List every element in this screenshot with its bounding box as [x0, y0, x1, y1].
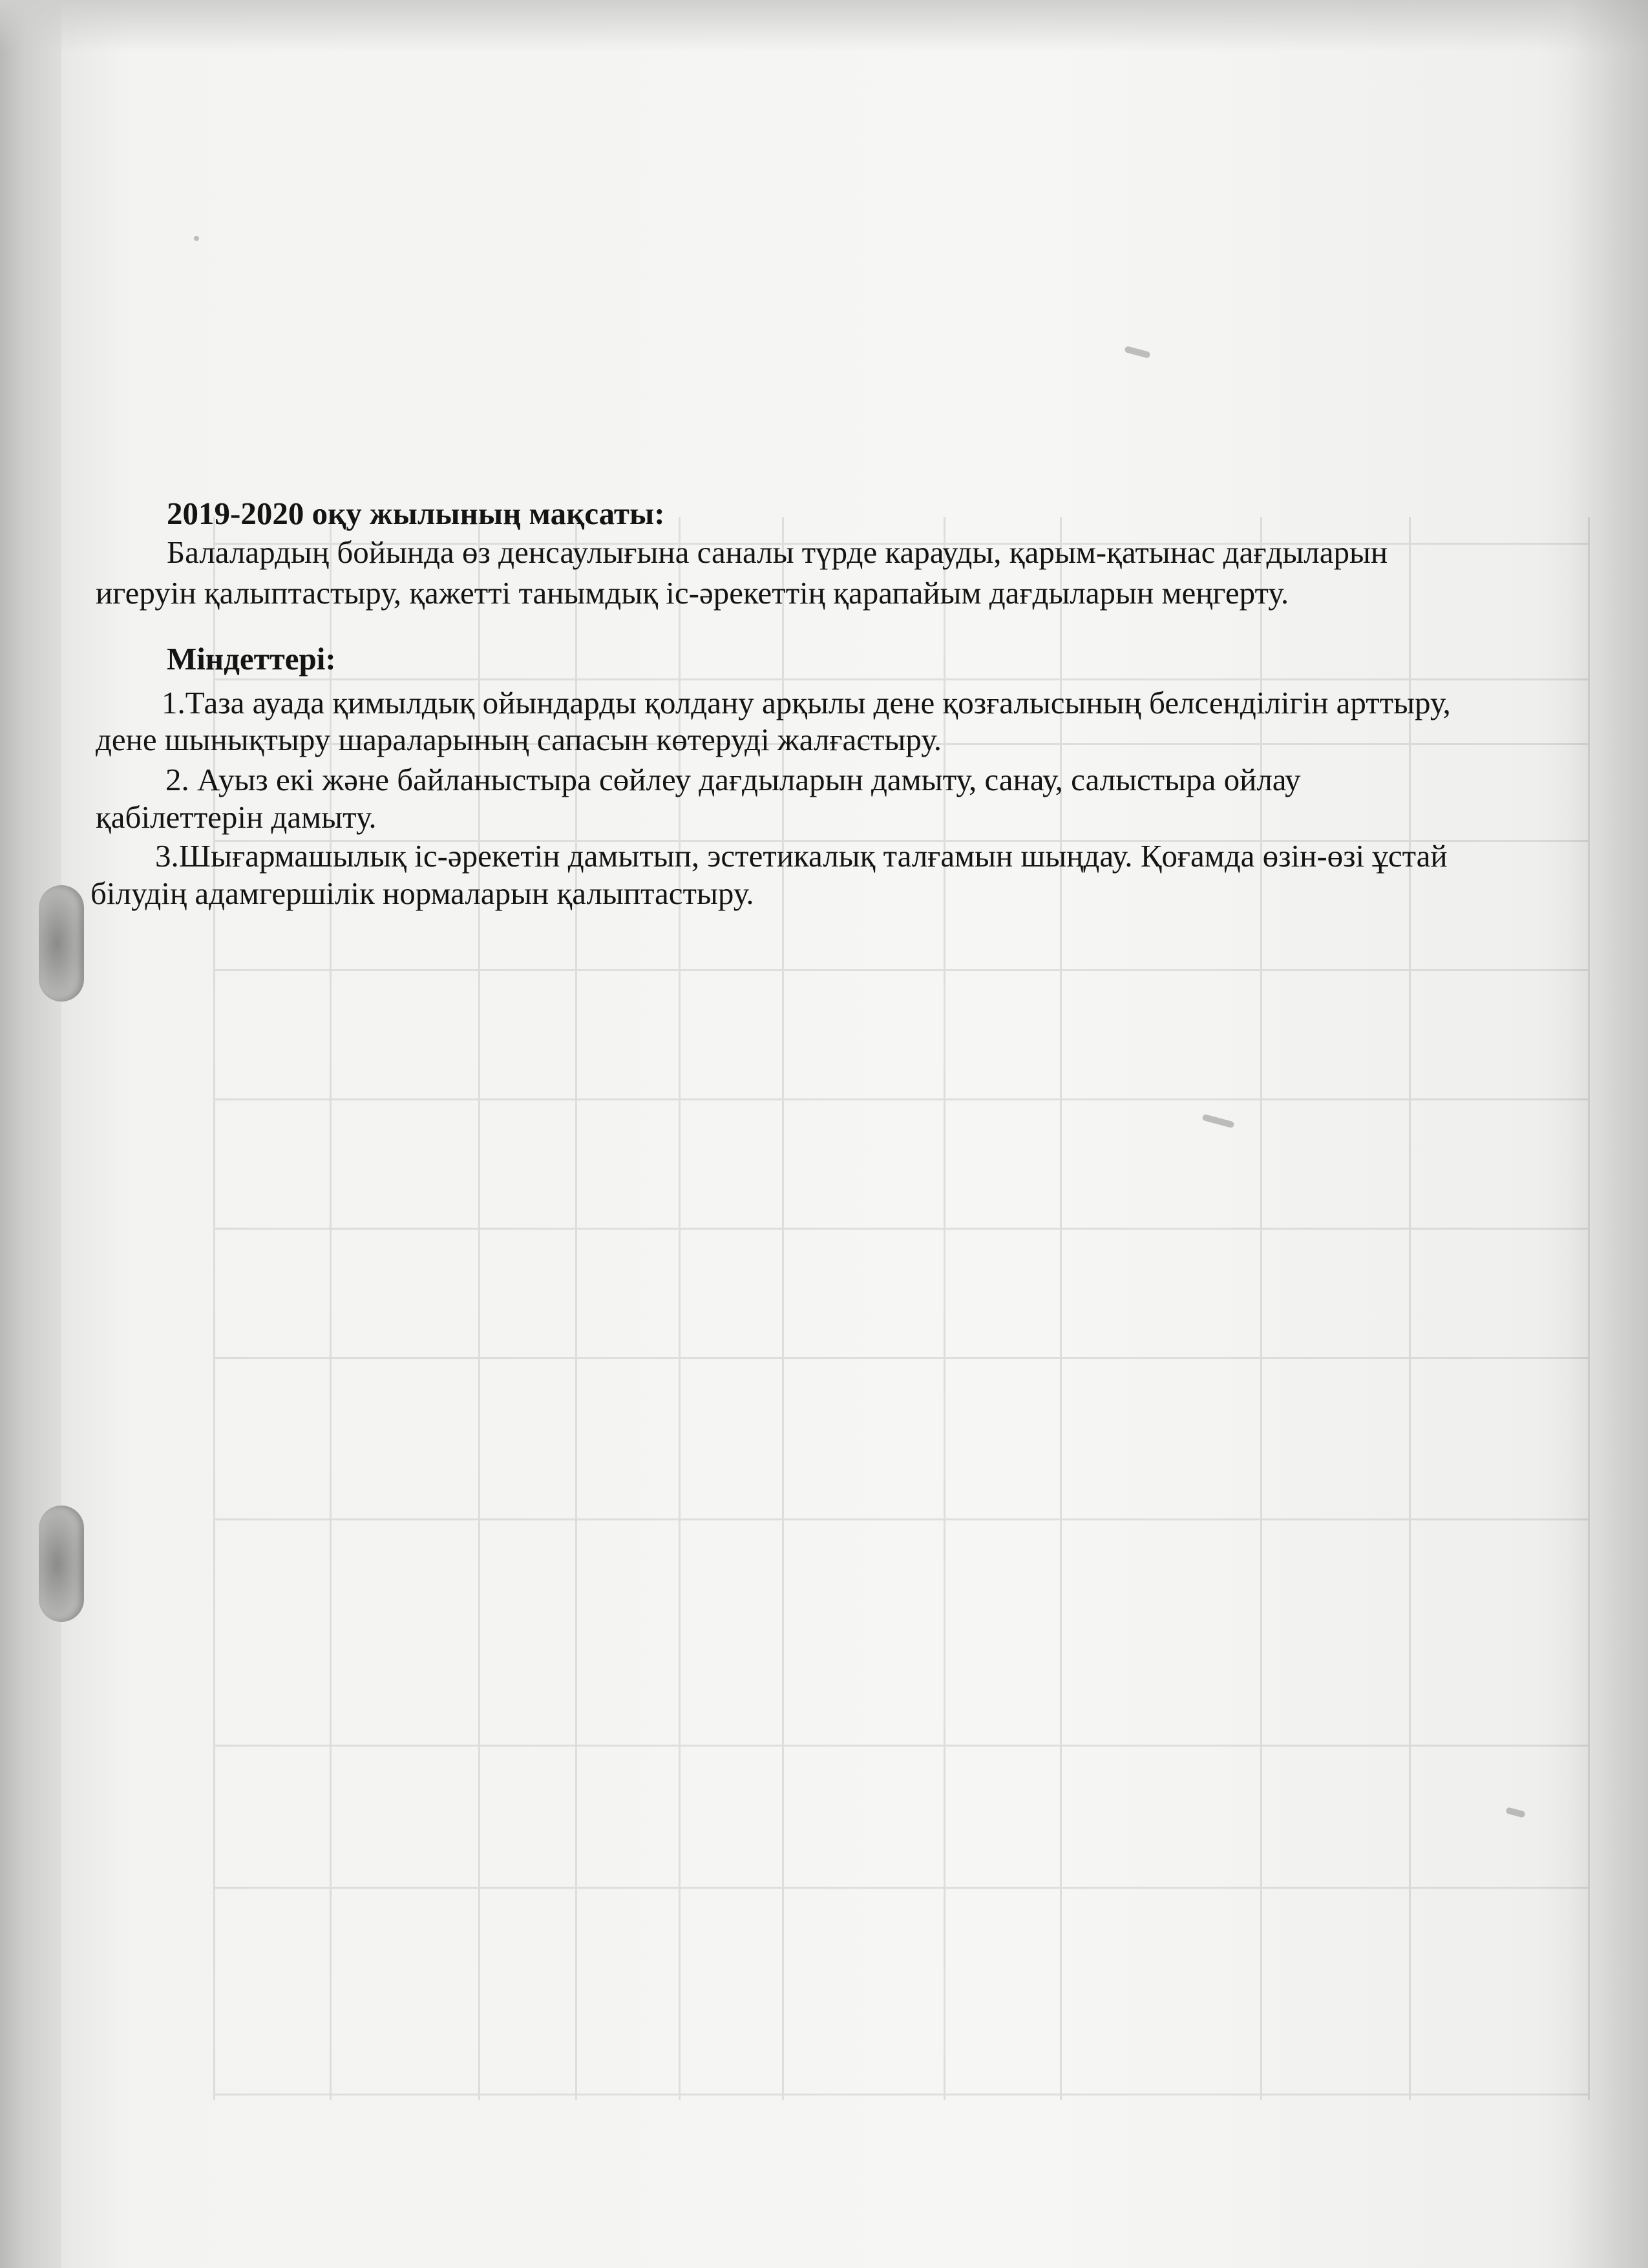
punch-hole-icon — [39, 885, 84, 1002]
scan-top-edge — [0, 0, 1648, 52]
goal-line-2: игеруін қалыптастыру, қажетті танымдық іс-әрекеттің қарапайым дағдыларын меңгерту. — [96, 575, 1289, 611]
task-line-3: 2. Ауыз екі және байланыстыра сөйлеу дағдыларын дамыту, санау, салыстыра ойлау — [165, 762, 1301, 797]
scan-speck — [1124, 346, 1150, 359]
task-line-5: 3.Шығармашылық іс-әрекетін дамытып, эстетикалық талғамын шыңдау. Қоғамда өзін-өзі ұстай — [155, 838, 1448, 874]
task-line-4: қабілеттерін дамыту. — [96, 799, 377, 835]
tasks-heading: Міндеттері: — [167, 641, 336, 677]
task-line-2: дене шынықтыру шараларының сапасын көтеруді жалғастыру. — [96, 722, 942, 757]
task-line-6: білудің адамгершілік нормаларын қалыптастыру. — [90, 876, 754, 911]
goal-heading: 2019-2020 оқу жылының мақсаты: — [167, 496, 665, 531]
goal-line-1: Балалардың бойында өз денсаулығына саналы түрде карауды, қарым-қатынас дағдыларын — [167, 534, 1388, 570]
punch-hole-icon — [39, 1506, 84, 1622]
scan-left-edge — [0, 0, 61, 2268]
scan-speck — [193, 235, 200, 242]
task-line-1: 1.Таза ауада қимылдық ойындарды қолдану арқылы дене қозғалысының белсенділігін арттыру, — [162, 685, 1451, 720]
